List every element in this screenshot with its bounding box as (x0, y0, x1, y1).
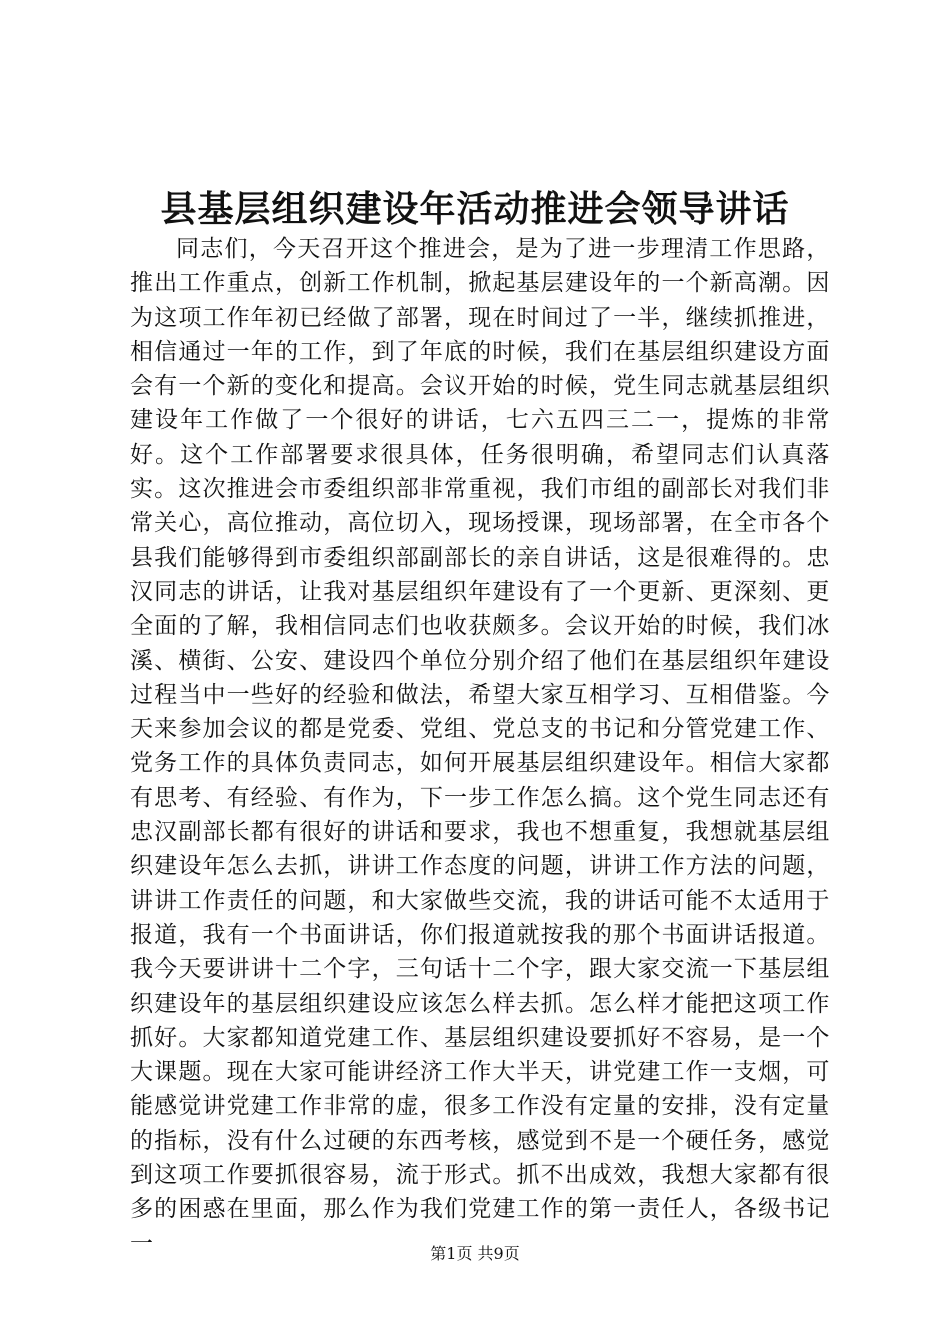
document-body-paragraph: 同志们，今天召开这个推进会，是为了进一步理清工作思路，推出工作重点，创新工作机制，掀起基层建设年的一个新高潮。因为这项工作年初已经做了部署，现在时间过了一半，继续抓推进，相信通过一年的工作，到了年底的时候，我们在基层组织建设方面会有一个新的变化和提高。会议开始的时候，党生同志就基层组织建设年工作做了一个很好的讲话，七六五四三二一，提炼的非常好。这个工作部署要求很具体，任务很明确，希望同志们认真落实。这次推进会市委组织部非常重视，我们市组的副部长对我们非常关心，高位推动，高位切入，现场授课，现场部署，在全市各个县我们能够得到市委组织部副部长的亲自讲话，这是很难得的。忠汉同志的讲话，让我对基层组织年建设有了一个更新、更深刻、更全面的了解，我相信同志们也收获颇多。会议开始的时候，我们冰溪、横街、公安、建设四个单位分别介绍了他们在基层组织年建设过程当中一些好的经验和做法，希望大家互相学习、互相借鉴。今天来参加会议的都是党委、党组、党总支的书记和分管党建工作、党务工作的具体负责同志，如何开展基层组织建设年。相信大家都有思考、有经验、有作为，下一步工作怎么搞。这个党生同志还有忠汉副部长都有很好的讲话和要求，我也不想重复，我想就基层组织建设年怎么去抓，讲讲工作态度的问题，讲讲工作方法的问题，讲讲工作责任的问题，和大家做些交流，我的讲话可能不太适用于报道，我有一个书面讲话，你们报道就按我的那个书面讲话报道。我今天要讲讲十二个字，三句话十二个字，跟大家交流一下基层组织建设年的基层组织建设应该怎么样去抓。怎么样才能把这项工作抓好。大家都知道党建工作、基层组织建设要抓好不容易，是一个大课题。现在大家可能讲经济工作大半天，讲党建工作一支烟，可能感觉讲党建工作非常的虚，很多工作没有定量的安排，没有定量的指标，没有什么过硬的东西考核，感觉到不是一个硬任务，感觉到这项工作要抓很容易，流于形式。抓不出成效，我想大家都有很多的困惑在里面，那么作为我们党建工作的第一责任人，各级书记一 (130, 236, 830, 1257)
page-number-footer: 第1页 共9页 (430, 1244, 520, 1263)
document-title: 县基层组织建设年活动推进会领导讲话 (160, 188, 790, 230)
